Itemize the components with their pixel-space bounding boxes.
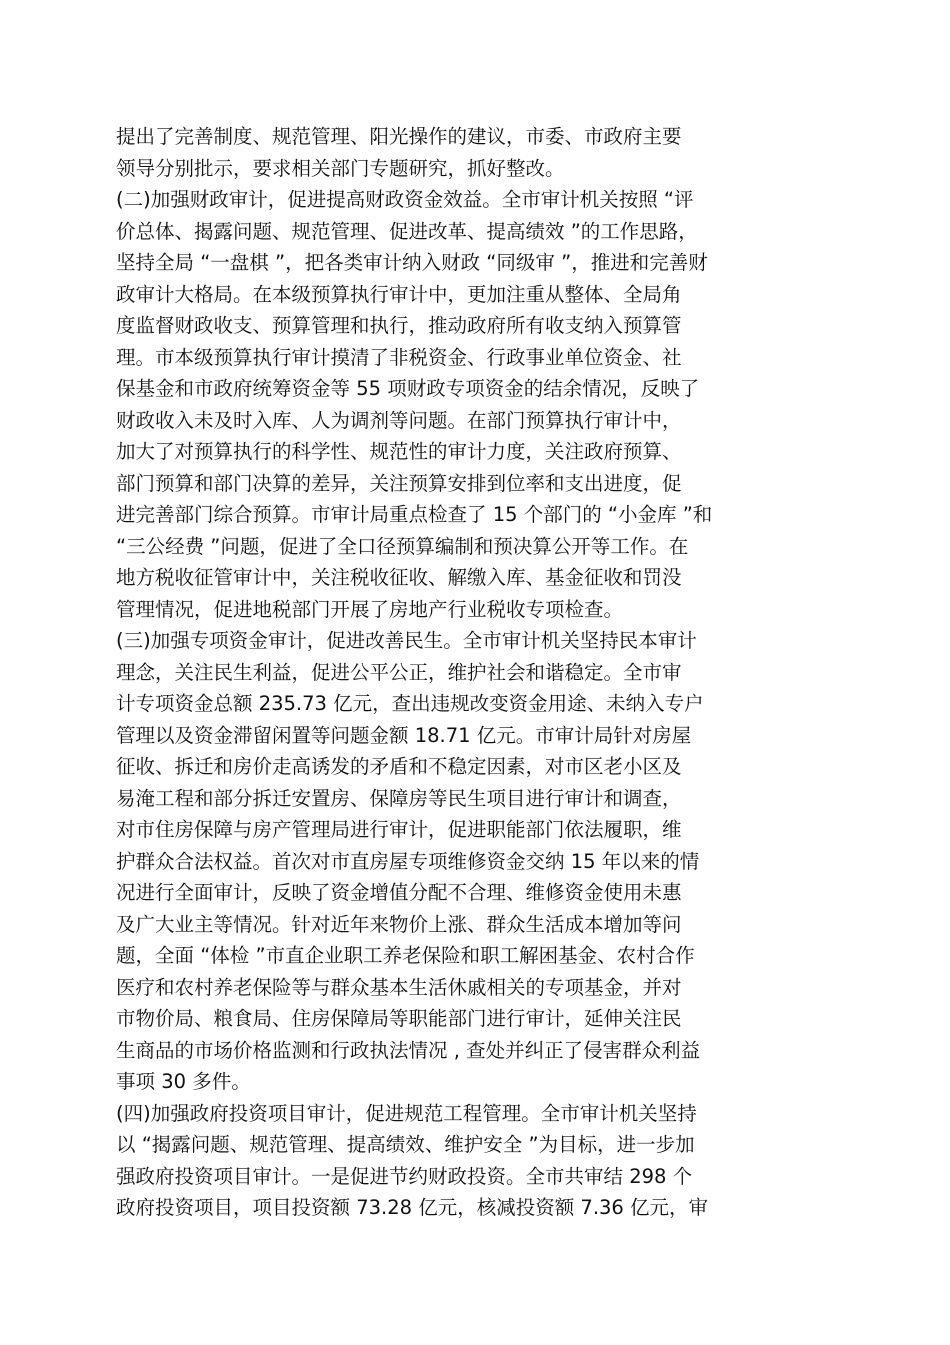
body-text [116,121,836,1224]
text-line: 事项 30 多件。 [116,1070,251,1093]
text-line: 政审计大格局。在本级预算执行审计中，更加注重从整体、全局角 [116,282,682,306]
text-line: 财政收入未及时入库、人为调剂等问题。在部门预算执行审计中， [116,408,682,432]
text-line: 保基金和市政府统筹资金等 55 项财政专项资金的结余情况，反映了 [116,377,700,400]
text-line: 医疗和农村养老保险等与群众基本生活休戚相关的专项基金，并对 [116,975,682,999]
text-line: 理念，关注民生利益，促进公平公正，维护社会和谐稳定。全市审 [116,660,682,684]
text-line: 理。市本级预算执行审计摸清了非税资金、行政事业单位资金、社 [116,345,682,369]
text-line: 生商品的市场价格监测和行政执法情况 , 查处并纠正了侵害群众利益 [116,1038,701,1062]
text-line: 况进行全面审计，反映了资金增值分配不合理、维修资金使用未惠 [116,881,682,904]
text-line: 征收、拆迁和房价走高诱发的矛盾和不稳定因素，对市区老小区及 [116,755,682,778]
paragraph-start-line: (四)加强政府投资项目审计，促进规范工程管理。全市审计机关坚持 [116,1101,697,1125]
text-line: 护群众合法权益。首次对市直房屋专项维修资金交纳 15 年以来的情 [116,849,700,873]
text-line: 价总体、揭露问题、规范管理、促进改革、提高绩效 ”的工作思路， [116,219,698,243]
text-line: 及广大业主等情况。针对近年来物价上涨、群众生活成本增加等问 [116,912,682,936]
text-line: 计专项资金总额 235.73 亿元，查出违规改变资金用途、未纳入专户 [116,692,704,715]
text-line: 易淹工程和部分拆迁安置房、保障房等民生项目进行审计和调查， [116,786,682,810]
text-line: 管理以及资金滞留闲置等问题金额 18.71 亿元。市审计局针对房屋 [116,723,692,747]
text-line: 领导分别批示，要求相关部门专题研究，抓好整改。 [116,156,565,180]
text-line: 强政府投资项目审计。一是促进节约财政投资。全市共审结 298 个 [116,1164,693,1188]
text-line: 管理情况，促进地税部门开展了房地产行业税收专项检查。 [116,597,624,621]
text-line: “三公经费 ”问题，促进了全口径预算编制和预决算公开等工作。在 [116,534,689,558]
text-line: 题，全面 “体检 ”市直企业职工养老保险和职工解困基金、农村合作 [116,944,695,967]
text-line: 提出了完善制度、规范管理、阳光操作的建议，市委、市政府主要 [116,125,682,148]
text-line: 进完善部门综合预算。市审计局重点检查了 15 个部门的 “小金库 ”和 [116,503,713,526]
text-line: 度监督财政收支、预算管理和执行，推动政府所有收支纳入预算管 [116,314,682,337]
text-line: 地方税收征管审计中，关注税收征收、解缴入库、基金征收和罚没 [116,566,682,589]
text-line: 部门预算和部门决算的差异，关注预算安排到位率和支出进度，促 [116,471,682,495]
text-line: 对市住房保障与房产管理局进行审计，促进职能部门依法履职，维 [116,818,682,841]
text-line: 加大了对预算执行的科学性、规范性的审计力度，关注政府预算、 [116,440,682,463]
text-line: 政府投资项目，项目投资额 73.28 亿元，核减投资额 7.36 亿元，审 [116,1196,709,1219]
text-line: 市物价局、粮食局、住房保障局等职能部门进行审计，延伸关注民 [116,1007,682,1030]
paragraph-start-line: (三)加强专项资金审计，促进改善民生。全市审计机关坚持民本审计 [116,629,697,652]
text-line: 坚持全局 “一盘棋 ”，把各类审计纳入财政 “同级审 ”，推进和完善财 [116,251,708,274]
paragraph-start-line: (二)加强财政审计，促进提高财政资金效益。全市审计机关按照 “评 [116,188,694,211]
text-line: 以 “揭露问题、规范管理、提高绩效、维护安全 ”为目标，进一步加 [116,1133,695,1156]
